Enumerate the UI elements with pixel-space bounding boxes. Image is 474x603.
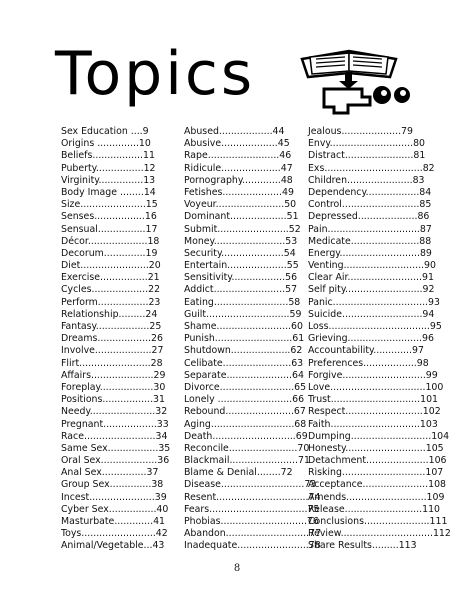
topic-entry: Exs.................................82 — [308, 162, 435, 174]
topic-entry: Money........................53 — [184, 235, 298, 247]
topic-entry: Venting...........................90 — [308, 260, 436, 272]
topic-entry: Dumping...........................104 — [308, 430, 450, 442]
topic-entry: Conclusions......................111 — [308, 516, 448, 527]
topic-entry: Preferences..................98 — [308, 357, 429, 369]
topic-entry: Décor....................18 — [61, 235, 160, 247]
topic-entry: Abusive...................45 — [184, 138, 290, 150]
topic-entry: Affairs.....................29 — [61, 369, 166, 381]
topic-entry: Dreams..................26 — [61, 333, 163, 345]
topic-entry: Love................................100 — [308, 381, 444, 393]
topic-entry: Distract.......................81 — [308, 150, 426, 162]
topic-entry: Toys.........................42 — [61, 528, 168, 540]
topic-entry: Rape........................46 — [184, 150, 292, 162]
topic-entry: Resent...............................74 — [184, 491, 321, 503]
topic-entry: Release..........................110 — [308, 503, 441, 515]
topic-entry: Foreplay..................30 — [61, 381, 166, 393]
topics-column-2 — [184, 126, 321, 553]
topic-entry: Pregnant..................33 — [61, 418, 169, 430]
topic-entry: Accountability.............97 — [308, 345, 424, 357]
topic-entry: Senses.................16 — [61, 211, 157, 223]
topic-entry: Fantasy..................25 — [61, 321, 162, 332]
topic-entry: Security.....................54 — [184, 247, 296, 259]
topic-entry: Energy...........................89 — [308, 247, 432, 259]
topic-entry: Sensitivity..................56 — [184, 272, 298, 284]
topic-entry: Pornography.............48 — [184, 174, 293, 186]
topic-entry: Shutdown....................62 — [184, 345, 303, 357]
topic-entry: Suicide...........................94 — [308, 308, 435, 320]
topic-entry: Submit........................52 — [184, 223, 301, 235]
topic-entry: Origins ..............10 — [61, 138, 151, 150]
topic-entry: Dominant...................51 — [184, 211, 299, 223]
topic-entry: Rebound.......................67 — [184, 406, 306, 418]
topic-entry: Same Sex.................35 — [61, 442, 171, 454]
topic-entry: Panic................................93 — [308, 296, 440, 308]
topic-entry: Guilt............................59 — [184, 308, 302, 320]
topics-column-1 — [61, 126, 170, 553]
topic-entry: Body Image ........14 — [61, 186, 156, 198]
topic-entry: Puberty................12 — [61, 162, 156, 174]
topic-entry: Addict........................57 — [184, 284, 298, 296]
topic-entry: Dependency..................84 — [308, 186, 432, 198]
topic-entry: Forgive............................99 — [308, 369, 438, 381]
topic-entry: Envy............................80 — [308, 138, 425, 150]
topic-entry: Exercise................21 — [61, 272, 160, 284]
topic-entry: Medicate.......................88 — [308, 235, 432, 247]
topic-entry: Race........................34 — [61, 430, 168, 442]
topic-entry: Children......................83 — [308, 174, 425, 186]
topic-entry: Celibate.......................63 — [184, 357, 304, 369]
topic-entry: Loss..................................95 — [308, 321, 442, 332]
topic-entry: Amends...........................109 — [308, 491, 445, 503]
topic-entry: Grieving.........................96 — [308, 333, 434, 345]
topic-entry: Voyeur.......................50 — [184, 199, 297, 211]
topic-entry: Sensual................17 — [61, 223, 158, 235]
topic-entry: Share Results.........113 — [308, 540, 417, 552]
topic-entry: Relationship.........24 — [61, 308, 158, 320]
topic-entry: Respect..........................102 — [308, 406, 441, 418]
topic-entry: Abused..................44 — [184, 126, 285, 137]
topic-entry: Trust..............................101 — [308, 394, 438, 406]
topic-entry: Virginity...............13 — [61, 174, 156, 186]
topic-entry: Self pity..........................92 — [308, 284, 435, 296]
topic-entry: Jealous....................79 — [308, 126, 413, 137]
topic-entry: Perform.................23 — [61, 296, 161, 308]
topic-entry: Positions.................31 — [61, 394, 165, 406]
topic-entry: Anal Sex...............37 — [61, 467, 159, 479]
topic-entry: Depressed....................86 — [308, 211, 430, 223]
topic-entry: Faith..............................103 — [308, 418, 438, 430]
topic-entry: Punish..........................61 — [184, 333, 305, 345]
topic-entry: Oral Sex...................36 — [61, 455, 170, 467]
page-number: 8 — [233, 563, 241, 574]
topic-entry: Detachment.....................106 — [308, 455, 447, 467]
topic-entry: Blackmail.......................71 — [184, 455, 310, 467]
topic-entry: Group Sex..............38 — [61, 479, 164, 491]
open-book-head-logo — [288, 45, 410, 115]
topic-entry: Divorce.........................65 — [184, 381, 307, 393]
topic-entry: Incest......................39 — [61, 491, 167, 503]
topic-entry: Ridicule....................47 — [184, 162, 293, 174]
topic-entry: Separate......................64 — [184, 369, 304, 381]
topic-entry: Honesty...........................105 — [308, 442, 444, 454]
topic-entry: Cyber Sex................40 — [61, 503, 169, 515]
topic-entry: Blame & Denial........72 — [184, 467, 293, 479]
topic-entry: Eating.........................58 — [184, 296, 301, 308]
topic-entry: Involve...................27 — [61, 345, 164, 357]
topic-entry: Cycles...................22 — [61, 284, 161, 296]
topic-entry: Diet.......................20 — [61, 260, 161, 272]
topic-entry: Fears.................................75 — [184, 503, 320, 515]
topic-entry: Entertain....................55 — [184, 260, 299, 272]
topic-entry: Clear Air.........................91 — [308, 272, 434, 284]
topic-entry: Animal/Vegetable...43 — [61, 540, 165, 552]
topic-entry: Death............................69 — [184, 430, 308, 442]
topic-entry: Acceptance......................108 — [308, 479, 447, 491]
page-title: Topics — [55, 39, 256, 109]
topic-entry: Inadequate........................78 — [184, 540, 321, 552]
topic-entry: Sex Education ....9 — [61, 126, 149, 137]
topic-entry: Reconcile.......................70 — [184, 442, 310, 454]
topics-column-3 — [308, 126, 451, 553]
topic-entry: Beliefs.................11 — [61, 150, 155, 162]
topic-entry: Flirt........................28 — [61, 357, 163, 369]
topic-entry: Needy......................32 — [61, 406, 168, 418]
topic-entry: Risking............................107 — [308, 467, 444, 479]
topic-entry: Review...............................112 — [308, 528, 451, 540]
topic-entry: Control..........................85 — [308, 199, 432, 211]
topic-entry: Size......................15 — [61, 199, 158, 211]
topic-entry: Decorum..............19 — [61, 247, 158, 259]
topic-entry: Masturbate.............41 — [61, 516, 165, 527]
topic-entry: Phobias.............................76 — [184, 516, 319, 527]
topic-entry: Abandon............................77 — [184, 528, 322, 540]
topic-entry: Aging............................68 — [184, 418, 307, 430]
topic-entry: Disease............................73 — [184, 479, 317, 491]
topic-entry: Pain...............................87 — [308, 223, 432, 235]
topic-entry: Lonely .........................66 — [184, 394, 305, 406]
topic-entry: Fetishes....................49 — [184, 186, 294, 198]
topic-entry: Shame.........................60 — [184, 321, 303, 332]
